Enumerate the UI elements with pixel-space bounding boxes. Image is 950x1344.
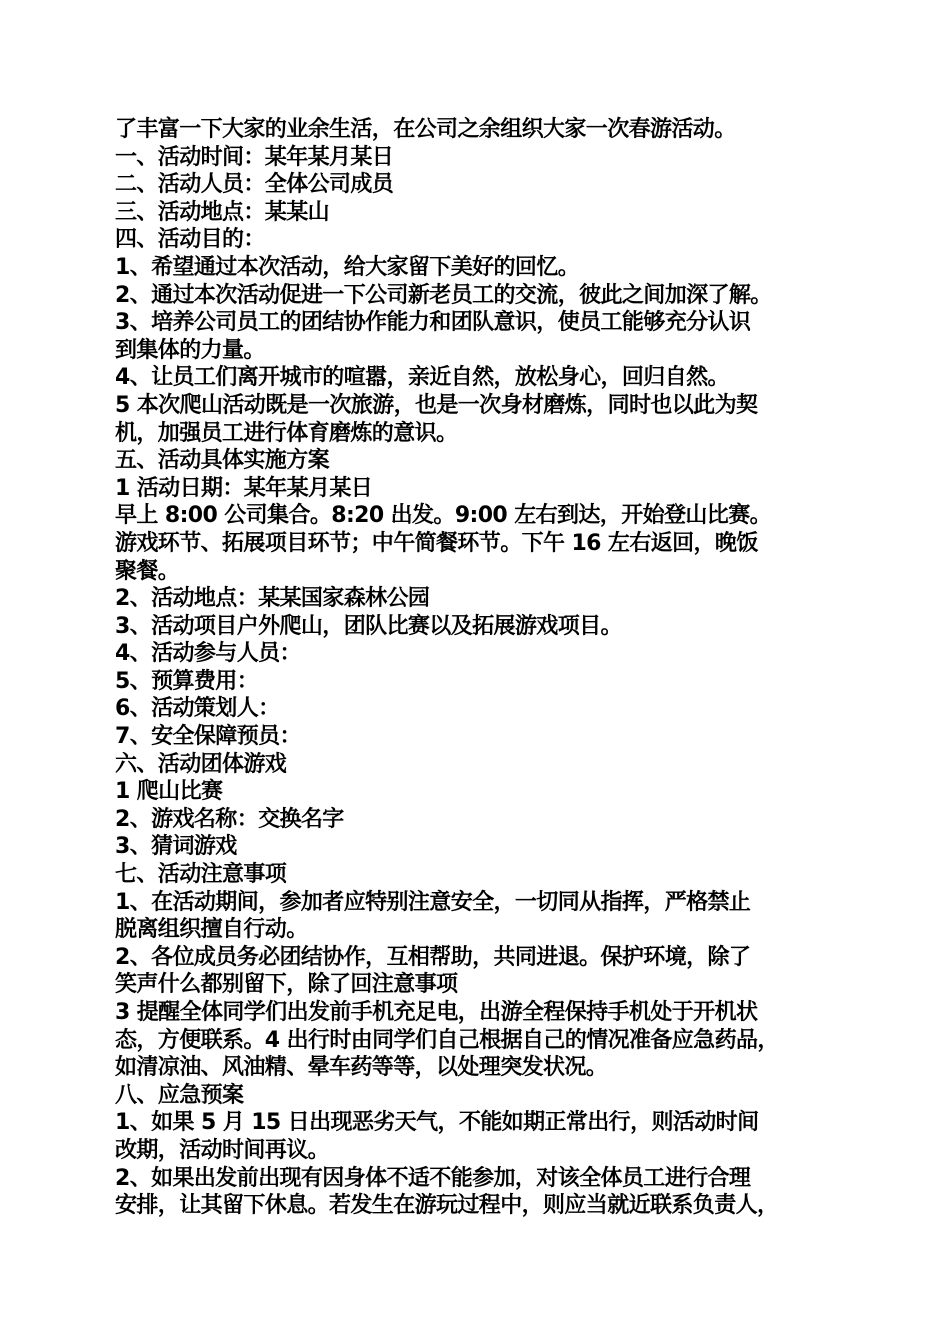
text-line: 2、游戏名称：交换名字 xyxy=(115,806,344,832)
text-line: 2、通过本次活动促进一下公司新老员工的交流，彼此之间加深了解。 xyxy=(115,282,772,308)
text-line: 4、活动参与人员： xyxy=(115,641,301,667)
text-line: 四、活动目的： xyxy=(115,227,265,253)
text-line: 三、活动地点：某某山 xyxy=(115,199,330,225)
text-line: 二、活动人员：全体公司成员 xyxy=(115,172,394,198)
text-line: 八、应急预案 xyxy=(115,1082,244,1108)
text-line: 3、培养公司员工的团结协作能力和团队意识，使员工能够充分认识 xyxy=(115,310,751,336)
text-line: 早上 8:00 公司集合。8:20 出发。9:00 左右到达，开始登山比赛。 xyxy=(115,503,772,529)
text-line: 笑声什么都别留下，除了回注意事项 xyxy=(115,972,458,998)
text-line: 六、活动团体游戏 xyxy=(115,751,287,777)
text-line: 1 活动日期：某年某月某日 xyxy=(115,475,373,501)
text-line: 6、活动策划人： xyxy=(115,696,280,722)
text-line: 7、安全保障预员： xyxy=(115,724,301,750)
text-line: 3、活动项目户外爬山，团队比赛以及拓展游戏项目。 xyxy=(115,613,622,639)
text-line: 2、如果出发前出现有因身体不适不能参加，对该全体员工进行合理 xyxy=(115,1165,751,1191)
text-line: 一、活动时间：某年某月某日 xyxy=(115,144,394,170)
text-line: 到集体的力量。 xyxy=(115,337,265,363)
text-line: 了丰富一下大家的业余生活，在公司之余组织大家一次春游活动。 xyxy=(115,117,736,142)
text-line: 态，方便联系。4 出行时由同学们自己根据自己的情况准备应急药品， xyxy=(115,1027,779,1053)
text-line: 1 爬山比赛 xyxy=(115,779,223,805)
text-line: 1、希望通过本次活动，给大家留下美好的回忆。 xyxy=(115,254,580,280)
text-line: 机，加强员工进行体育磨炼的意识。 xyxy=(115,420,458,446)
text-line: 3、猜词游戏 xyxy=(115,834,237,860)
text-line: 4、让员工们离开城市的喧嚣，亲近自然，放松身心，回归自然。 xyxy=(115,365,729,391)
document-body xyxy=(115,116,845,1220)
text-line: 5 本次爬山活动既是一次旅游，也是一次身材磨炼，同时也以此为契 xyxy=(115,392,758,418)
text-line: 3 提醒全体同学们出发前手机充足电，出游全程保持手机处于开机状 xyxy=(115,1000,758,1025)
text-line: 1、在活动期间，参加者应特别注意安全，一切同从指挥，严格禁止 xyxy=(115,889,751,915)
text-line: 改期，活动时间再议。 xyxy=(115,1137,330,1163)
text-line: 五、活动具体实施方案 xyxy=(115,448,330,474)
text-line: 七、活动注意事项 xyxy=(115,862,287,888)
text-line: 游戏环节、拓展项目环节；中午简餐环节。下午 16 左右返回，晚饭 xyxy=(115,530,758,556)
text-line: 5、预算费用： xyxy=(115,668,259,694)
text-line: 1、如果 5 月 15 日出现恶劣天气，不能如期正常出行，则活动时间 xyxy=(115,1110,759,1136)
text-line: 如清凉油、风油精、晕车药等等，以处理突发状况。 xyxy=(115,1055,608,1081)
text-line: 脱离组织擅自行动。 xyxy=(115,917,308,943)
text-line: 2、活动地点：某某国家森林公园 xyxy=(115,586,430,612)
text-line: 安排，让其留下休息。若发生在游玩过程中，则应当就近联系负责人， xyxy=(115,1193,779,1219)
text-line: 聚餐。 xyxy=(115,558,180,584)
text-line: 2、各位成员务必团结协作，互相帮助，共同进退。保护环境，除了 xyxy=(115,944,751,970)
